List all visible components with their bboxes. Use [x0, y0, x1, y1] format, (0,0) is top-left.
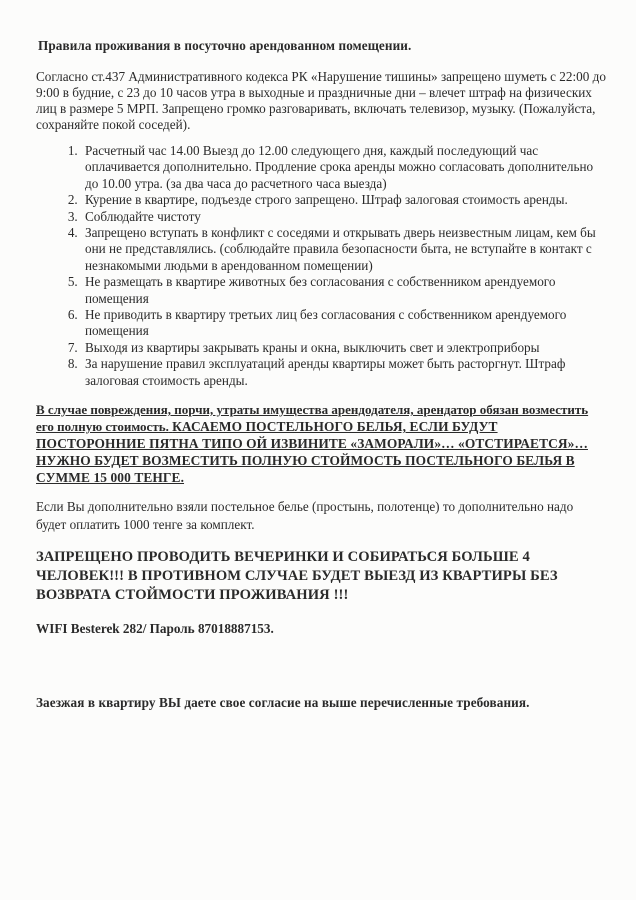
- rule-item: 8. За нарушение правил эксплуатаций аренды квартиры может быть расторгнут. Штраф залоговая стоимость аренды.: [81, 356, 606, 389]
- damage-notice: [36, 401, 606, 486]
- rule-item: 6. Не приводить в квартиру третьих лиц без согласования с собственником арендуемого помещения: [81, 307, 606, 340]
- party-warning: ЗАПРЕЩЕНО ПРОВОДИТЬ ВЕЧЕРИНКИ И СОБИРАТЬСЯ БОЛЬШЕ 4 ЧЕЛОВЕК!!! В ПРОТИВНОМ СЛУЧАЕ БУДЕТ ВЫЕЗД ИЗ КВАРТИРЫ БЕЗ ВОЗВРАТА СТОЙМОСТИ ПРОЖИВАНИЯ !!!: [36, 549, 558, 604]
- rule-item: 5. Не размещать в квартире животных без согласования с собственником арендуемого помещения: [81, 274, 606, 307]
- damage-notice-lead: В случае повреждения, порчи, утраты имущества арендодателя, арендатор обязан возместить его полную стоимость.: [36, 402, 589, 435]
- rule-item: 7. Выходя из квартиры закрывать краны и окна, выключить свет и электроприборы: [81, 340, 606, 356]
- rule-item: 2. Курение в квартире, подъезде строго запрещено. Штраф залоговая стоимость аренды.: [81, 192, 606, 208]
- rules-list: [36, 143, 606, 389]
- rule-item: 4. Запрещено вступать в конфликт с соседями и открывать дверь неизвестным лицам, кем бы они не представлялись. (соблюдайте правила безопасности быта, не вступайте в контакт с незнакомыми людьми в арендованном помещении): [81, 225, 606, 274]
- rule-item: 1. Расчетный час 14.00 Выезд до 12.00 следующего дня, каждый последующий час оплачивается дополнительно. Продление срока аренды можно согласовать дополнительно до 10.00 утра. (за два часа до расчетного часа выезда): [81, 143, 606, 192]
- damage-notice-linen: КАСАЕМО ПОСТЕЛЬНОГО БЕЛЬЯ, ЕСЛИ БУДУТ ПОСТОРОННИЕ ПЯТНА ТИПО ОЙ ИЗВИНИТЕ «ЗАМОРАЛИ»… «ОТСТИРАЕТСЯ»… НУЖНО БУДЕТ ВОЗМЕСТИТЬ ПОЛНУЮ СТОЙМОСТЬ ПОСТЕЛЬНОГО БЕЛЬЯ В СУММЕ 15 000 ТЕНГЕ.: [36, 419, 588, 486]
- rule-item: 3. Соблюдайте чистоту: [81, 209, 606, 225]
- document-title: Правила проживания в посуточно арендованном помещении.: [38, 38, 412, 53]
- noise-law-paragraph: Согласно ст.437 Административного кодекса РК «Нарушение тишины» запрещено шуметь с 22:00 до 9:00 в будние, с 23 до 10 часов утра в выходные и праздничные дни – влечет штраф на физических лиц в размере 5 МРП. Запрещено громко разговаривать, включать телевизор, музыку. (Пожалуйста, сохраняйте покой соседей).: [36, 69, 606, 132]
- wifi-credentials: WIFI Besterek 282/ Пароль 87018887153.: [36, 621, 274, 637]
- linen-fee-note: Если Вы дополнительно взяли постельное белье (простынь, полотенце) то дополнительно надо будет оплатить 1000 тенге за комплект.: [36, 499, 574, 533]
- consent-statement: Заезжая в квартиру ВЫ даете свое согласие на выше перечисленные требования.: [36, 695, 530, 711]
